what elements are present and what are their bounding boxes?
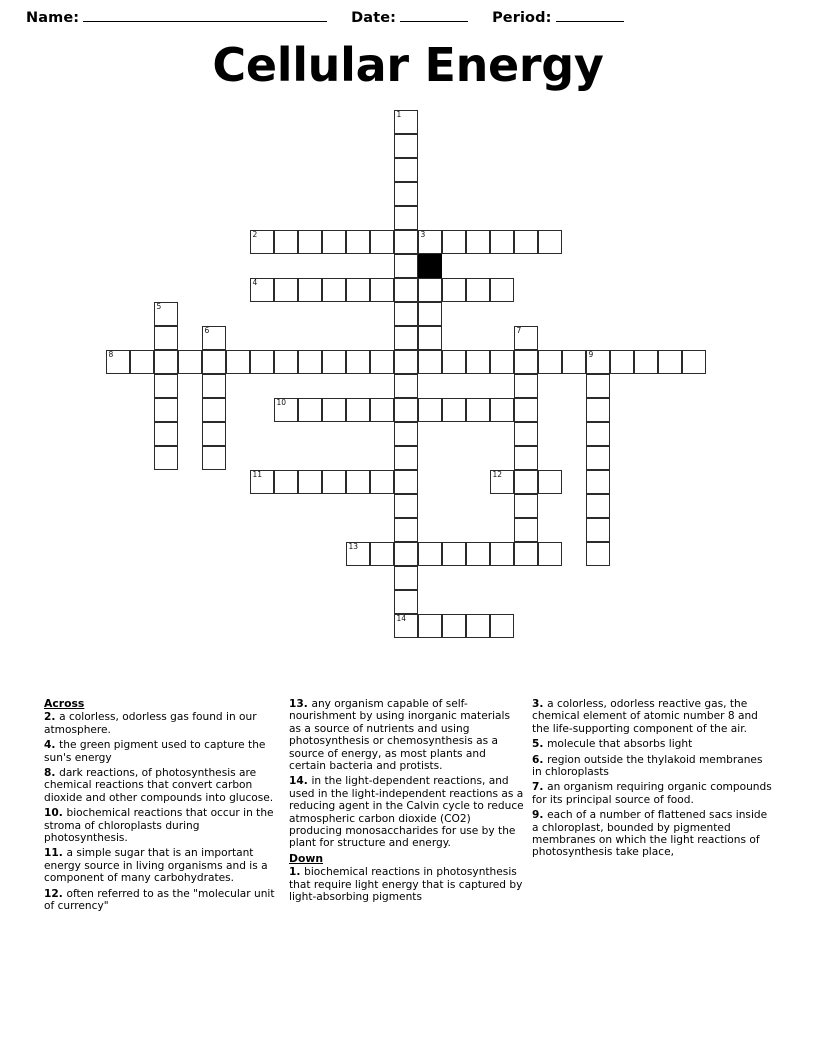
crossword-cell[interactable] [418,326,442,350]
clue-number: 5. [532,738,548,751]
crossword-cell[interactable] [346,230,370,254]
clue-number: 13. [289,698,312,710]
crossword-cell[interactable] [322,398,346,422]
crossword-cell[interactable] [154,326,178,350]
crossword-cell-number: 3 [420,230,426,239]
crossword-cell[interactable] [274,278,298,302]
clue-item [44,807,276,844]
crossword-cell[interactable] [466,230,490,254]
clue-item [44,767,276,804]
crossword-cell[interactable] [202,350,226,374]
crossword-cell[interactable] [394,206,418,230]
crossword-cell[interactable] [442,614,466,638]
crossword-cell[interactable] [514,542,538,566]
crossword-cell[interactable] [394,278,418,302]
crossword-cell[interactable] [370,350,394,374]
crossword-cell[interactable] [250,470,274,494]
crossword-cell[interactable] [394,518,418,542]
clue-item [289,866,525,903]
crossword-cell[interactable] [106,350,130,374]
crossword-cell[interactable] [514,230,538,254]
clue-item [44,847,276,884]
crossword-cell[interactable] [538,230,562,254]
crossword-cell[interactable] [394,446,418,470]
crossword-cell[interactable] [394,470,418,494]
crossword-cell[interactable] [514,374,538,398]
crossword-cell[interactable] [682,350,706,374]
crossword-cell[interactable] [394,182,418,206]
clue-number: 4. [44,739,60,752]
crossword-cell[interactable] [394,350,418,374]
clue-text: any organism capable of self-nourishment by using inorganic materials as a source of nutrients and using photosynthesis or chemosynthesis as a source of energy, as most plants and certain bacteria and protists. [289,698,510,773]
page-title: Cellular Energy [212,38,604,92]
crossword-cell-number: 5 [156,302,162,311]
clue-text: the green pigment used to capture the sun's energy [44,739,266,764]
crossword-cell[interactable] [154,422,178,446]
crossword-cell[interactable] [298,230,322,254]
crossword-cell[interactable] [418,230,442,254]
crossword-cell[interactable] [346,278,370,302]
crossword-cell[interactable] [418,350,442,374]
crossword-cell[interactable] [394,542,418,566]
crossword-cell[interactable] [298,470,322,494]
crossword-cell[interactable] [466,542,490,566]
crossword-cell[interactable] [370,398,394,422]
crossword-cell[interactable] [298,398,322,422]
crossword-cell[interactable] [322,470,346,494]
crossword-cell[interactable] [322,278,346,302]
clue-text: a simple sugar that is an important energy source in living organisms and is a component of many carbohydrates. [44,847,268,885]
crossword-cell[interactable] [394,422,418,446]
clue-text: dark reactions, of photosynthesis are chemical reactions that convert carbon dioxide and other compounds into glucose. [44,767,274,804]
clue-item [44,739,276,764]
crossword-cell[interactable] [178,350,202,374]
clue-text: biochemical reactions that occur in the stroma of chloroplasts during photosynthesis. [44,807,274,845]
crossword-cell-number: 11 [252,470,263,479]
crossword-cell[interactable] [418,302,442,326]
clue-number: 2. [44,711,60,724]
crossword-cell[interactable] [370,278,394,302]
crossword-cell-number: 1 [396,110,402,119]
crossword-cell[interactable] [202,398,226,422]
crossword-cell[interactable] [466,350,490,374]
crossword-cell[interactable] [490,278,514,302]
clue-item [532,809,774,859]
crossword-cell[interactable] [322,230,346,254]
crossword-cell[interactable] [586,542,610,566]
crossword-cell[interactable] [586,422,610,446]
crossword-cell[interactable] [442,278,466,302]
crossword-cell[interactable] [394,254,418,278]
crossword-cell[interactable] [490,542,514,566]
crossword-cell[interactable] [394,326,418,350]
clue-item [44,888,276,913]
crossword-cell[interactable] [154,398,178,422]
crossword-cell[interactable] [418,398,442,422]
clue-item [532,781,774,806]
crossword-cell[interactable] [154,446,178,470]
crossword-cell[interactable] [394,614,418,638]
crossword-cell[interactable] [466,398,490,422]
crossword-cell[interactable] [514,470,538,494]
crossword-cell[interactable] [394,494,418,518]
crossword-cell[interactable] [586,494,610,518]
crossword-cell[interactable] [154,302,178,326]
clue-text: region outside the thylakoid membranes in chloroplasts [532,753,763,779]
crossword-cell[interactable] [394,398,418,422]
clue-item [44,711,276,736]
clue-item [289,775,525,849]
crossword-cell[interactable] [394,230,418,254]
crossword-cell[interactable] [250,278,274,302]
clue-number: 3. [532,698,548,710]
crossword-cell[interactable] [442,398,466,422]
crossword-cell[interactable] [490,230,514,254]
crossword-cell[interactable] [586,518,610,542]
crossword-cell[interactable] [442,542,466,566]
crossword-cell[interactable] [394,110,418,134]
across-heading: Across [44,697,85,710]
crossword-cell[interactable] [202,374,226,398]
clue-number: 8. [44,767,60,780]
crossword-cell[interactable] [586,446,610,470]
crossword-cell[interactable] [514,446,538,470]
crossword-cell[interactable] [130,350,154,374]
crossword-cell[interactable] [370,470,394,494]
crossword-cell[interactable] [346,470,370,494]
clue-text: a colorless, odorless gas found in our atmosphere. [44,711,257,736]
crossword-cell[interactable] [586,398,610,422]
crossword-cell[interactable] [634,350,658,374]
crossword-cell[interactable] [274,230,298,254]
crossword-cell[interactable] [274,350,298,374]
crossword-cell[interactable] [394,590,418,614]
clue-number: 9. [532,809,548,822]
crossword-cell[interactable] [538,542,562,566]
crossword-block-cell [418,254,442,278]
clue-text: each of a number of flattened sacs inside a chloroplast, bounded by pigmented membranes on which the light reactions of photosynthesis take place, [532,809,768,859]
crossword-cell[interactable] [490,398,514,422]
crossword-cell[interactable] [514,398,538,422]
crossword-cell[interactable] [298,350,322,374]
crossword-cell[interactable] [586,374,610,398]
crossword-cell[interactable] [322,350,346,374]
clue-number: 1. [289,866,305,879]
crossword-cell[interactable] [586,350,610,374]
crossword-cell-number: 6 [204,326,210,335]
crossword-cell[interactable] [274,470,298,494]
crossword-cell[interactable] [154,374,178,398]
clue-text: an organism requiring organic compounds for its principal source of food. [532,781,772,806]
crossword-cell[interactable] [658,350,682,374]
clue-item [289,698,525,772]
clue-number: 7. [532,781,548,794]
crossword-cell[interactable] [490,614,514,638]
crossword-cell[interactable] [442,350,466,374]
crossword-cell[interactable] [226,350,250,374]
clue-item [532,698,774,735]
crossword-cell[interactable] [514,350,538,374]
crossword-cell[interactable] [514,326,538,350]
crossword-cell[interactable] [394,134,418,158]
crossword-cell[interactable] [442,230,466,254]
clue-column-3 [532,698,774,862]
crossword-cell[interactable] [370,230,394,254]
crossword-cell[interactable] [202,446,226,470]
crossword-cell[interactable] [610,350,634,374]
clue-item [532,738,774,750]
clue-text: a colorless, odorless reactive gas, the chemical element of atomic number 8 and the life-supporting component of the air. [532,698,758,735]
clue-text: molecule that absorbs light [547,738,693,751]
crossword-cell[interactable] [274,398,298,422]
crossword-cell[interactable] [514,422,538,446]
crossword-cell[interactable] [394,374,418,398]
crossword-cell[interactable] [466,614,490,638]
crossword-cell[interactable] [514,494,538,518]
crossword-cell-number: 10 [276,398,287,407]
crossword-cell-number: 12 [492,470,503,479]
crossword-cell[interactable] [346,350,370,374]
crossword-cell[interactable] [370,542,394,566]
crossword-cell[interactable] [154,350,178,374]
clue-text: in the light-dependent reactions, and used in the light-independent reactions as a reducing agent in the Calvin cycle to reduce atmospheric carbon dioxide (CO2) producing monosaccharides for use by the plant for structure and energy. [289,775,524,850]
crossword-cell[interactable] [346,542,370,566]
clue-text: biochemical reactions in photosynthesis that require light energy that is captured by light-absorbing pigments [289,866,523,904]
crossword-cell[interactable] [562,350,586,374]
clue-number: 10. [44,807,67,820]
crossword-cell[interactable] [418,614,442,638]
clue-item [532,754,774,779]
crossword-cell[interactable] [202,422,226,446]
clue-number: 11. [44,847,67,860]
clue-column-2 [289,698,525,907]
date-label: Date: [351,9,397,26]
crossword-cell[interactable] [418,278,442,302]
crossword-cell[interactable] [586,470,610,494]
crossword-cell[interactable] [250,230,274,254]
crossword-cell-number: 7 [516,326,522,335]
crossword-cell[interactable] [298,278,322,302]
clue-number: 12. [44,887,67,900]
crossword-cell[interactable] [490,470,514,494]
crossword-cell[interactable] [346,398,370,422]
crossword-cell[interactable] [538,470,562,494]
down-heading: Down [289,851,324,865]
crossword-cell[interactable] [250,350,274,374]
crossword-cell-number: 8 [108,350,114,359]
crossword-cell[interactable] [202,326,226,350]
crossword-cell[interactable] [418,542,442,566]
period-label: Period: [492,9,552,26]
crossword-cell-number: 14 [396,614,407,623]
crossword-cell[interactable] [394,302,418,326]
clue-column-1 [44,698,276,916]
clue-number: 14. [289,775,312,788]
crossword-cell[interactable] [538,350,562,374]
crossword-cell[interactable] [394,158,418,182]
crossword-cell-number: 2 [252,230,258,239]
crossword-cell-number: 4 [252,278,258,287]
crossword-cell[interactable] [466,278,490,302]
crossword-cell-number: 9 [588,350,594,359]
clue-number: 6. [532,753,548,766]
crossword-cell[interactable] [490,350,514,374]
crossword-cell[interactable] [394,566,418,590]
crossword-cell-number: 13 [348,542,359,551]
crossword-cell[interactable] [514,518,538,542]
clue-area [0,698,816,998]
clue-text: often referred to as the "molecular unit of currency" [44,887,275,913]
name-label: Name: [26,9,80,26]
